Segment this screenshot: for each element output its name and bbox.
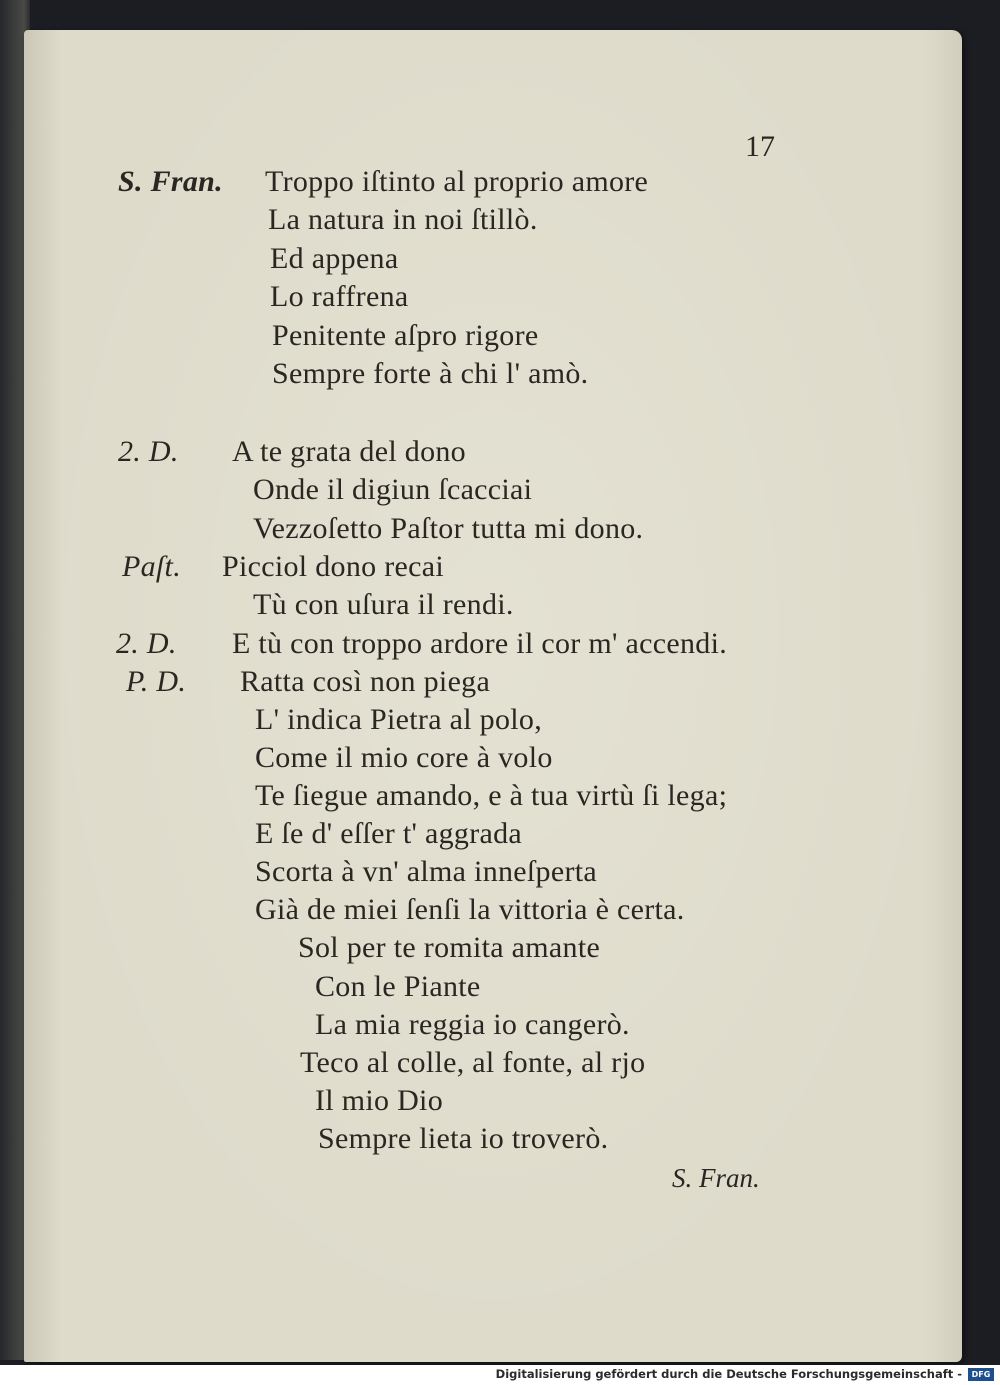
verse-line: Te ſiegue amando, e à tua virtù ſi lega; (255, 779, 728, 812)
speaker-label: Paſt. (122, 550, 181, 583)
verse-line: Onde il digiun ſcacciai (253, 473, 533, 506)
verse-line: Troppo iſtinto al proprio amore (265, 165, 649, 198)
verse-line: L' indica Pietra al polo, (255, 703, 542, 736)
verse-line: Con le Piante (315, 970, 481, 1003)
verse-line: Sempre lieta io troverò. (318, 1122, 609, 1155)
speaker-label: 2. D. (118, 435, 179, 468)
verse-line: Sol per te romita amante (298, 931, 601, 964)
verse-line: A te grata del dono (232, 435, 466, 468)
verse-line: La natura in noi ſtillò. (268, 203, 538, 236)
dfg-logo: DFG (968, 1368, 994, 1381)
verse-line: Già de miei ſenſi la vittoria è certa. (255, 893, 685, 926)
verse-line: Lo raffrena (270, 280, 409, 313)
speaker-label: S. Fran. (118, 165, 223, 198)
verse-line: Sempre forte à chi l' amò. (272, 357, 589, 390)
footer-credit-text: Digitalisierung gefördert durch die Deutsche Forschungsgemeinschaft - (495, 1367, 962, 1381)
speaker-label: 2. D. (116, 627, 177, 660)
verse-line: E ſe d' eſſer t' aggrada (255, 817, 523, 850)
speaker-label: P. D. (126, 665, 187, 698)
verse-line: Tù con uſura il rendi. (253, 588, 514, 621)
digitization-footer (0, 1365, 1000, 1385)
verse-line: Teco al colle, al fonte, al rjo (300, 1046, 646, 1079)
verse-line: Ratta così non piega (240, 665, 491, 698)
verse-line: Vezzoſetto Paſtor tutta mi dono. (253, 512, 644, 545)
catchword: S. Fran. (672, 1163, 760, 1193)
verse-line: Picciol dono recai (222, 550, 444, 583)
verse-line: Penitente aſpro rigore (272, 319, 539, 352)
verse-line: Scorta à vn' alma inneſperta (255, 855, 598, 888)
verse-line: Come il mio core à volo (255, 741, 553, 774)
page-number: 17 (745, 130, 775, 163)
verse-line: La mia reggia io cangerò. (315, 1008, 630, 1041)
verse-line: Ed appena (270, 242, 399, 275)
verse-line: E tù con troppo ardore il cor m' accendi. (232, 627, 728, 660)
verse-line: Il mio Dio (315, 1084, 443, 1117)
